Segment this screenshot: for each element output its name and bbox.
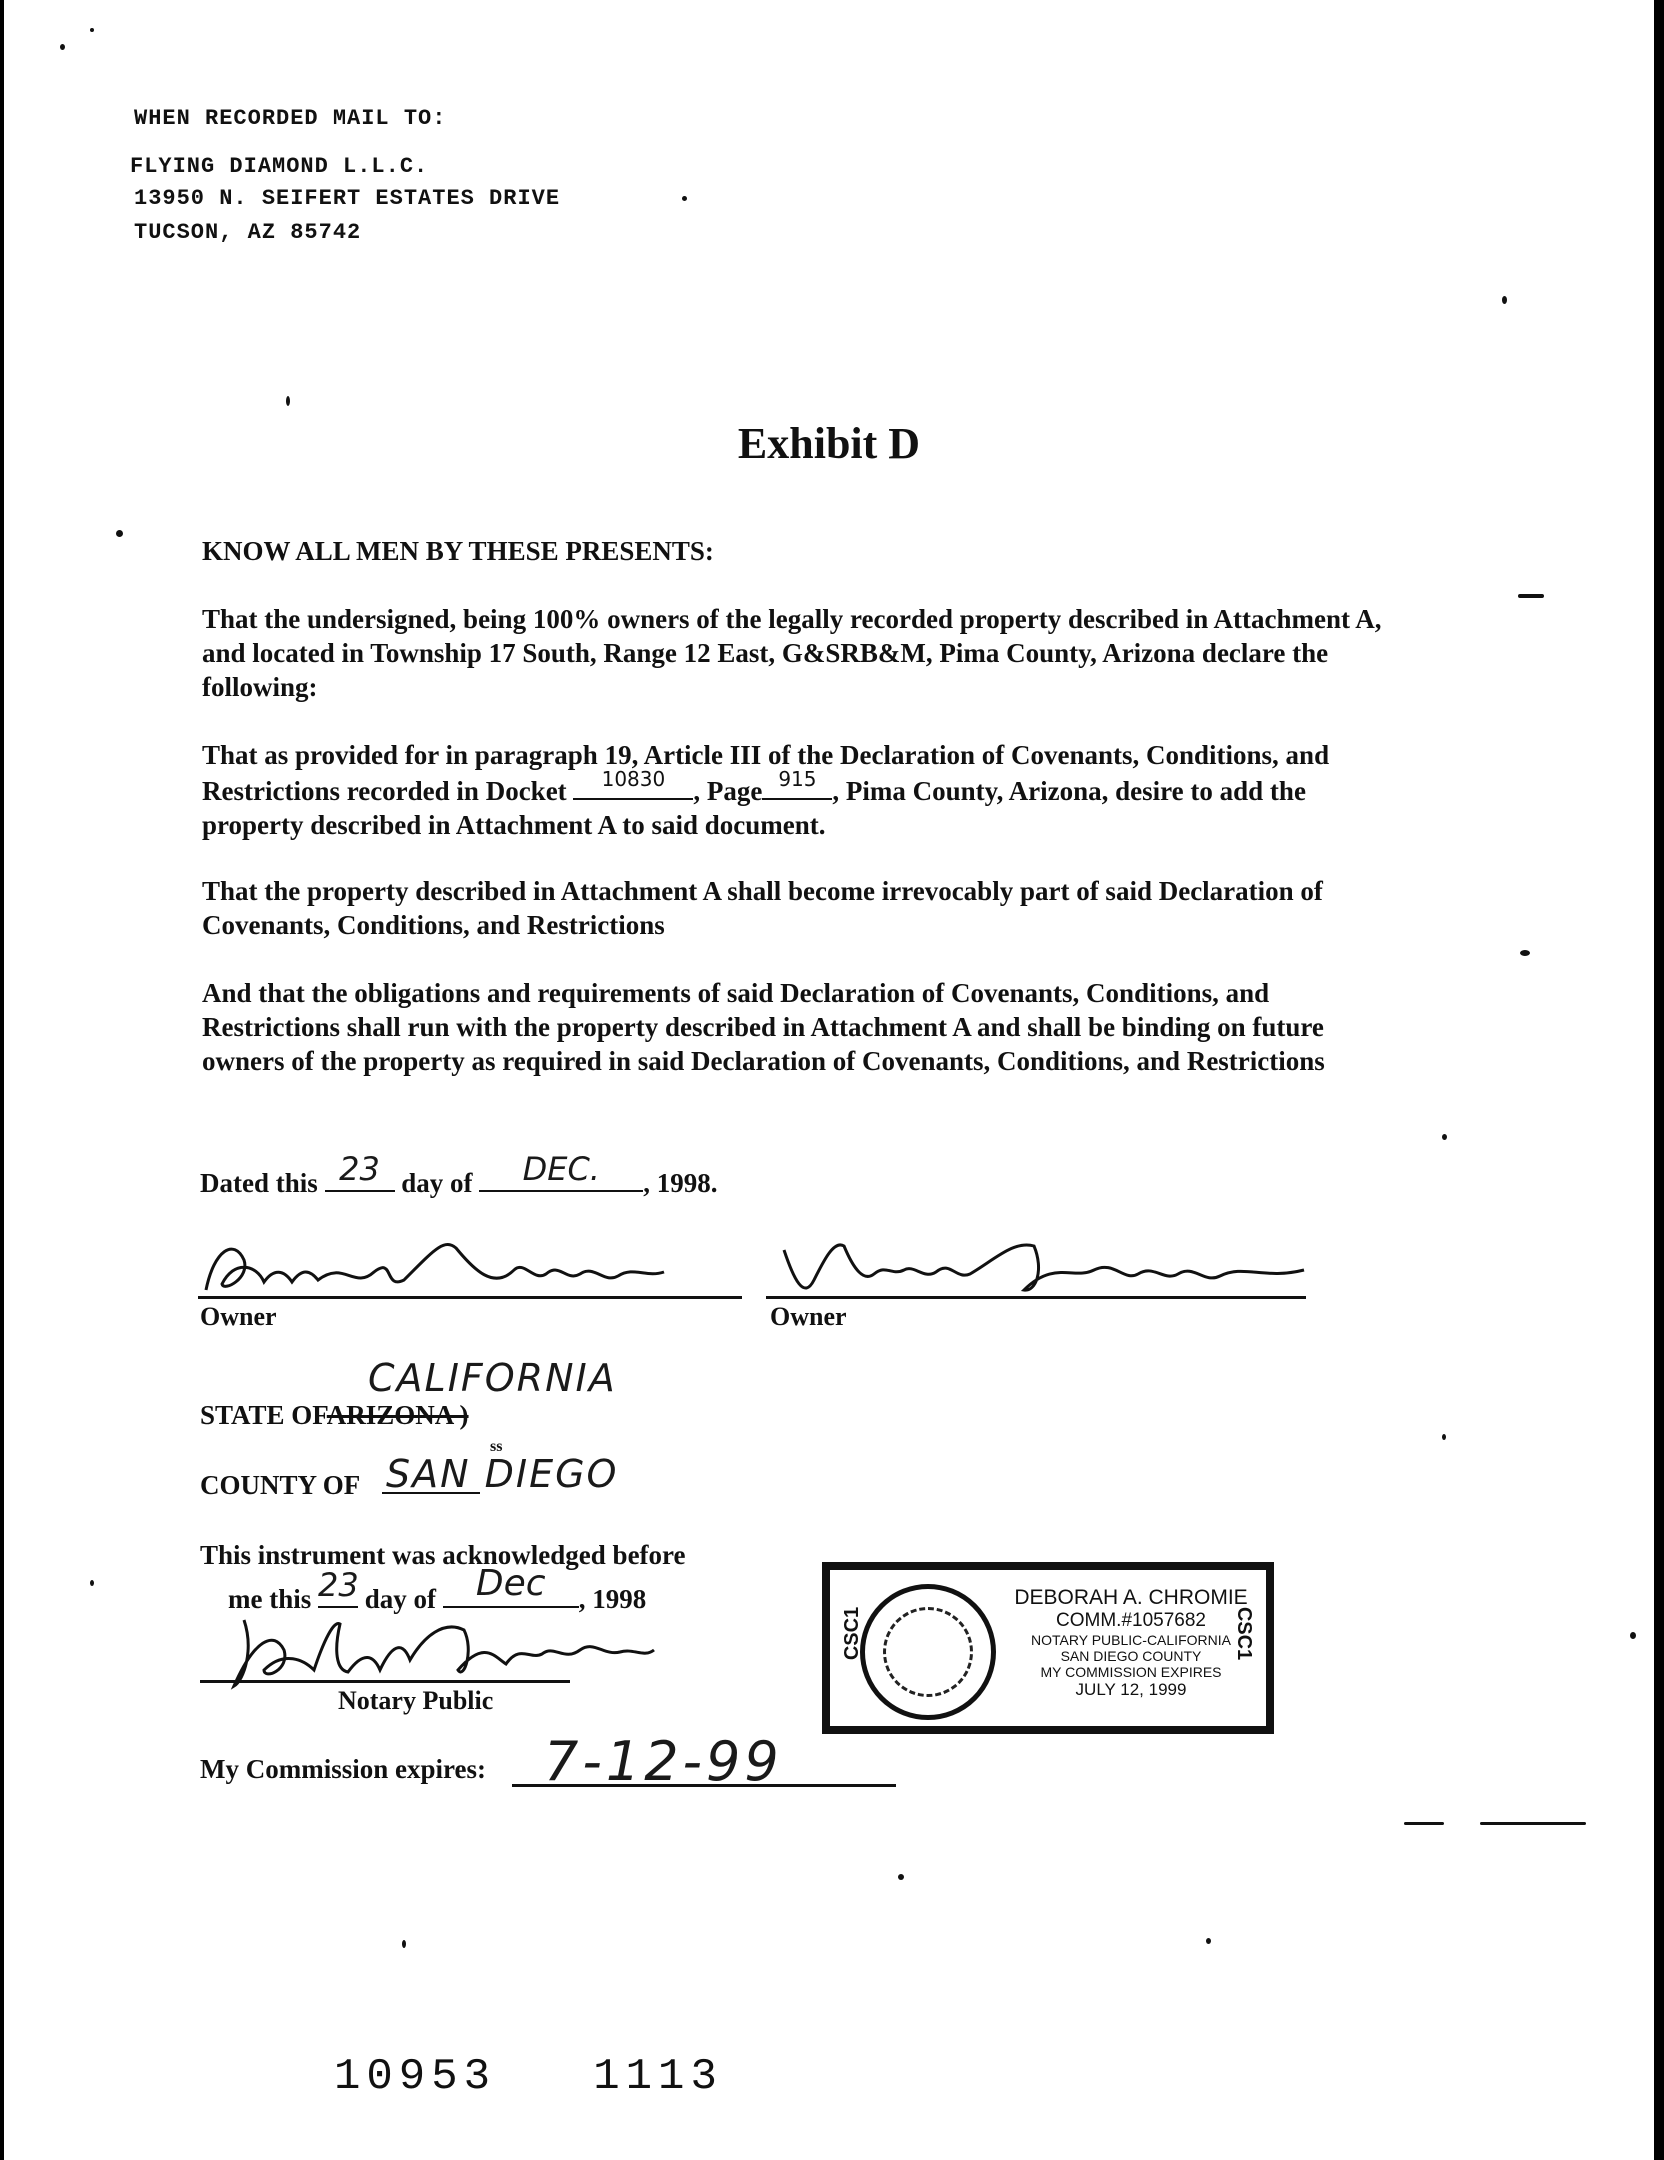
paragraph-2-part-b: , Page xyxy=(693,776,763,806)
stamp-line-6: JULY 12, 1999 xyxy=(1075,1680,1187,1699)
paragraph-2-part-a: That as provided for in paragraph 19, Article III of the Declaration of Covenants, Conditions, and Restrictions recorded in Docket xyxy=(202,740,1330,806)
notary-stamp xyxy=(822,1562,1274,1734)
state-seal-icon xyxy=(860,1584,996,1720)
scan-speck xyxy=(1630,1632,1636,1639)
page-blank xyxy=(762,767,832,800)
owner-1-signature xyxy=(194,1220,674,1310)
document-page xyxy=(4,0,1654,2160)
footer-page: 1113 xyxy=(593,2052,723,2102)
scan-speck xyxy=(90,28,94,32)
scan-speck xyxy=(60,44,65,50)
paragraph-2 xyxy=(202,738,1412,842)
dated-month: DEC. xyxy=(522,1150,600,1188)
dated-day-blank xyxy=(325,1150,395,1192)
paragraph-3: That the property described in Attachment A shall become irrevocably part of said Declaration of Covenants, Conditions, and Restrictions xyxy=(202,876,1323,940)
notary-signature xyxy=(224,1600,664,1700)
scan-speck xyxy=(116,530,123,537)
stamp-side-right: CSC1 xyxy=(1232,1606,1255,1661)
ack-month: Dec xyxy=(475,1563,546,1604)
stamp-line-4: SAN DIEGO COUNTY xyxy=(1060,1648,1202,1664)
address-line-2: TUCSON, AZ 85742 xyxy=(134,220,362,245)
recorded-to-label: WHEN RECORDED MAIL TO: xyxy=(134,106,447,131)
state-line xyxy=(200,1400,469,1431)
address-line-1: 13950 N. SEIFERT ESTATES DRIVE xyxy=(134,186,561,211)
intro-heading: KNOW ALL MEN BY THESE PRESENTS: xyxy=(202,536,714,566)
ack-mid: day of xyxy=(364,1584,437,1614)
state-handwritten: CALIFORNIA xyxy=(368,1356,617,1400)
scan-speck xyxy=(1520,950,1530,956)
state-struck: ARIZONA ) xyxy=(326,1400,469,1430)
scan-speck xyxy=(1206,1938,1211,1944)
stamp-line-3: NOTARY PUBLIC-CALIFORNIA xyxy=(1031,1632,1231,1648)
stamp-side-left: CSC1 xyxy=(841,1606,864,1661)
footer-docket: 10953 xyxy=(334,2052,497,2102)
footer-docket-numbers xyxy=(334,2052,723,2102)
dated-day: 23 xyxy=(339,1150,380,1188)
scan-speck xyxy=(286,396,290,406)
docket-value: 10830 xyxy=(601,767,666,791)
scan-speck xyxy=(402,1940,406,1948)
state-label: STATE OF xyxy=(200,1400,327,1430)
scan-speck xyxy=(1442,1134,1447,1140)
dated-line xyxy=(200,1150,718,1199)
paragraph-2-part-c: , Pima County, Arizona, desire to add the property described in Attachment A to said document. xyxy=(202,776,1306,840)
scan-speck xyxy=(1442,1434,1446,1440)
dated-year: , 1998. xyxy=(643,1168,718,1198)
company-name: FLYING DIAMOND L.L.C. xyxy=(130,154,429,179)
stamp-line-5: MY COMMISSION EXPIRES xyxy=(1040,1664,1222,1680)
paragraph-4: And that the obligations and requirements of said Declaration of Covenants, Conditions, and Restrictions shall run with the property described in Attachment A and shall be binding on future owners of the property as required in said Declaration of Covenants, Conditions, and Restrictions xyxy=(202,978,1325,1076)
stamp-name: DEBORAH A. CHROMIE xyxy=(1014,1586,1248,1609)
owner-1-label: Owner xyxy=(200,1302,277,1331)
stamp-comm: COMM.#1057682 xyxy=(1056,1610,1206,1631)
commission-date: 7-12-99 xyxy=(544,1730,783,1793)
notary-label: Notary Public xyxy=(338,1686,494,1715)
county-label: COUNTY OF xyxy=(200,1470,361,1500)
owner-2-signature xyxy=(774,1220,1314,1310)
ack-day: 23 xyxy=(318,1566,359,1604)
owner-2-label: Owner xyxy=(770,1302,847,1331)
dated-month-blank xyxy=(479,1150,643,1192)
county-ss: ss xyxy=(490,1438,503,1455)
ack-prefix: me this xyxy=(228,1584,312,1614)
page-value: 915 xyxy=(778,767,817,791)
scan-speck xyxy=(1404,1822,1444,1825)
ack-year: , 1998 xyxy=(578,1584,647,1614)
stamp-text xyxy=(996,1586,1266,1700)
seal-inner xyxy=(883,1607,973,1697)
scan-speck xyxy=(1480,1822,1586,1825)
paragraph-1: That the undersigned, being 100% owners of the legally recorded property described in Attachment A, and located in Township 17 South, Range 12 East, G&SRB&M, Pima County, Arizona declare the following: xyxy=(202,604,1382,702)
scan-speck xyxy=(90,1580,94,1586)
scan-speck xyxy=(1502,296,1507,304)
docket-blank xyxy=(573,767,693,800)
scan-speck xyxy=(1518,594,1544,598)
commission-label: My Commission expires: xyxy=(200,1754,486,1784)
dated-prefix: Dated this xyxy=(200,1168,318,1198)
county-handwritten: SAN DIEGO xyxy=(386,1452,619,1496)
document-title: Exhibit D xyxy=(737,419,921,468)
ack-line-1: This instrument was acknowledged before xyxy=(200,1540,686,1570)
scan-speck xyxy=(898,1874,904,1880)
dated-mid: day of xyxy=(401,1168,473,1198)
scan-speck xyxy=(682,196,687,201)
